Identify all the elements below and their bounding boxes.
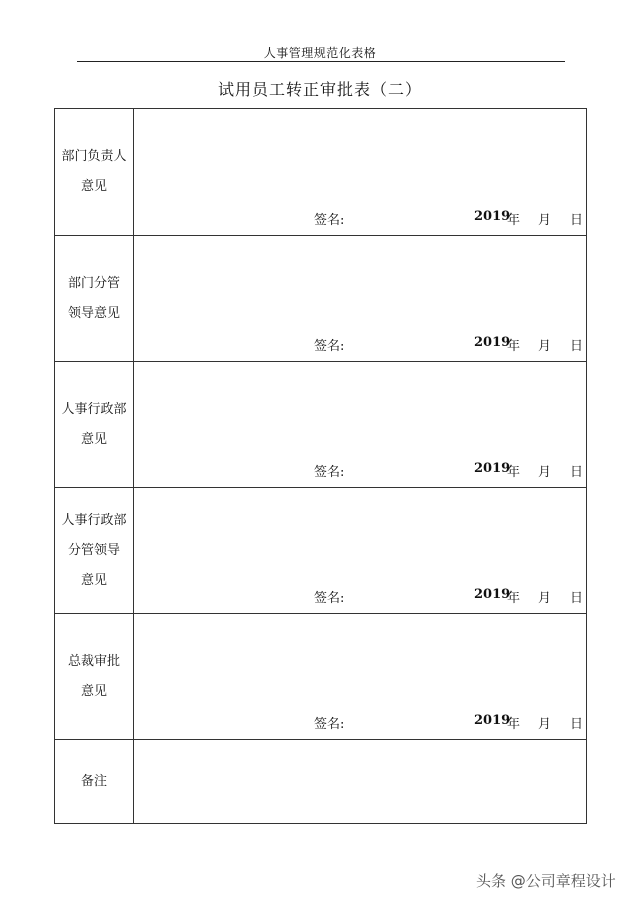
year-value: 2019 [474, 335, 511, 350]
row-label [55, 236, 134, 362]
row-label-line: 部门负责人 [61, 149, 127, 164]
opinion-field[interactable] [134, 362, 587, 488]
opinion-field[interactable] [134, 109, 587, 236]
year-value: 2019 [474, 587, 511, 602]
signature-label: 签名: [314, 213, 345, 228]
opinion-field[interactable] [134, 236, 587, 362]
signature-label: 签名: [314, 339, 345, 354]
signature-line [134, 209, 586, 227]
year-unit: 年 [507, 465, 521, 480]
month-unit: 月 [538, 591, 552, 606]
day-unit: 日 [570, 465, 584, 480]
row-label-line: 意见 [80, 683, 107, 699]
signature-line [134, 713, 586, 731]
day-unit: 日 [570, 717, 584, 732]
year-unit: 年 [507, 213, 521, 228]
row-label-line: 意见 [80, 572, 107, 588]
year-value: 2019 [474, 461, 511, 476]
row-label [55, 488, 134, 614]
signature-label: 签名: [314, 465, 345, 480]
row-label [55, 109, 134, 236]
row-label-line: 意见 [80, 431, 107, 447]
signature-line [134, 461, 586, 479]
row-label [55, 614, 134, 740]
day-unit: 日 [570, 591, 584, 606]
approval-row [55, 236, 587, 362]
remark-row [55, 740, 587, 824]
month-unit: 月 [538, 465, 552, 480]
opinion-field[interactable] [134, 614, 587, 740]
row-label-line: 领导意见 [67, 305, 120, 321]
row-label-line: 人事行政部 [61, 512, 127, 528]
approval-row [55, 109, 587, 236]
year-value: 2019 [474, 713, 511, 728]
row-label-line: 部门分管 [67, 275, 120, 291]
opinion-field[interactable] [134, 488, 587, 614]
approval-row [55, 488, 587, 614]
year-unit: 年 [507, 717, 521, 732]
row-label-line: 总裁审批 [67, 653, 120, 669]
form-title: 试用员工转正审批表（二） [217, 80, 422, 99]
watermark-text: 头条 @公司章程设计 [476, 872, 616, 890]
day-unit: 日 [570, 213, 584, 228]
row-label-line: 分管领导 [67, 542, 120, 558]
month-unit: 月 [538, 717, 552, 732]
year-value: 2019 [474, 209, 511, 224]
remark-label: 备注 [55, 740, 134, 824]
approval-row [55, 614, 587, 740]
row-label [55, 362, 134, 488]
row-label-line: 意见 [80, 179, 107, 194]
remark-field[interactable] [134, 740, 587, 824]
month-unit: 月 [538, 213, 552, 228]
signature-label: 签名: [314, 591, 345, 606]
year-unit: 年 [507, 339, 521, 354]
signature-label: 签名: [314, 717, 345, 732]
month-unit: 月 [538, 339, 552, 354]
year-unit: 年 [507, 591, 521, 606]
signature-line [134, 335, 586, 353]
approval-row [55, 362, 587, 488]
header-rule [77, 61, 565, 62]
signature-line [134, 587, 586, 605]
document-header: 人事管理规范化表格 [263, 46, 377, 60]
row-label-line: 人事行政部 [61, 401, 127, 417]
approval-table [54, 108, 587, 824]
day-unit: 日 [570, 339, 584, 354]
